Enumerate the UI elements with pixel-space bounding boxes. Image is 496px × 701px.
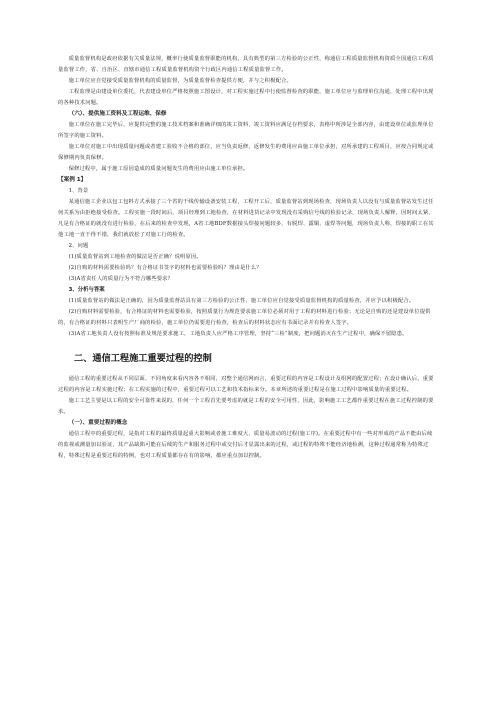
paragraph: 施工工艺主要是以工程的安全可靠性来说的，任何一个工程首先要考虑的就是工程的安全可用性，因此，影响施工工艺都作重要过程在施工过程控制的要求。 xyxy=(58,398,434,415)
case-background: 某通信施工企业以包工包料方式承接了三个省的干线传输设备安装工程，工程开工后，质量监督站到现场检查，现场负责人以没有与质量监督站发生过任何关系为由拒绝接受检查。工程实施一段时间后，项目经理到工地检查，在材料进货记录中发现没有采购信号线的检验记录，现场负责人解释，因时间太紧，凡是有合格证的就没有进行检验，在后来的检查中发现，A省工地BDF数据接头焊接问题较多，有脱焊、露铜、虚焊等问题，现场负责人称，焊接的职工在其他工地一直干得不错，我们就放松了对施工行的检查。 xyxy=(58,199,434,238)
answer-item: (2)自购材料需要检验，有合格证的材料也需要检验，按照质量行为规范要求施工单位必须对用于工程的材料进行检验；无论是自购的还是建设单位提供的，有合格证的材料只表明生产厂商的检验，施工单位仍需要进行检查，检查后的材料状态应有书面记录并有检查人签字。 xyxy=(58,309,431,326)
case-subheading: 2、问题 xyxy=(68,243,89,249)
document-body xyxy=(58,54,436,462)
paragraph: 通信工程中的重要过程，是指对工程的最终质量起重大影响或者施工难度大、质量易波动的过程(施工序)。在重要过程中有一些对形成的产品不能由后续的监视或测量加以验证，其产品缺陷可能在后续的生产和服务过程中或交付后才显露出来的过程，或过程的特殊不能经济地检测，这种过程通常称为特殊过程，特殊过程是重要过程的特例，也对工程质量都存在有的影响，都应重点加以控制。 xyxy=(58,431,433,459)
paragraph: 施工单位应自觉接受质量监督机构的质量监督，为质量监督检查提供方便，并与之积极配合。 xyxy=(68,78,292,84)
section-heading: （六）、提供施工资料及工程运维、保修 xyxy=(68,111,167,117)
answer-item: (3)A省工地负责人没有按照标准及规范要求施工，工地负责人应严格工序管理，坚持“三检”制度，把问题消灭在生产过程中，确保不留隐患。 xyxy=(68,331,408,337)
question-item: (2)自购的材料需要检验吗？有合格证书签字的材料也需要检验吗？理由是什么？ xyxy=(68,265,262,271)
paragraph: 施工单位对施工中出现质量问题或者建工验收不合格的部位，应当负责返修，返修发生的费用应由施工单位承担，对所承建的工程项目，应按合同规定或保修期内负责保修。 xyxy=(58,144,434,161)
case-subheading-bold: 3、分析与答案 xyxy=(68,287,105,293)
answer-item: (1)质量监督站的做法是正确的，因为质量监督站具有第三方检验的公正性，施工单位应自觉接受质量监督机构的质量检查，并应予以积极配合。 xyxy=(68,298,415,304)
question-item: (1)质量监督站到工地检查的做法是否正确？说明原因。 xyxy=(68,254,202,260)
paragraph: 保修过程中，属于施工原因造成的质量问题发生的费用应由施工单位承担。 xyxy=(68,166,249,172)
subsection-heading: （一）、重要过程的概念 xyxy=(68,420,128,426)
paragraph: 工程监理是由建设单位委托，代表建设单位严格按照施工图设计，对工程实施过程中行使监督检查的职能，施工单位应与监理单位沟通，处理工程中出现的各种技术问题。 xyxy=(58,89,434,106)
paragraph: 质量监督机构是政府依据有关质量法规，概率行使质量监督职能的机构，具有典型的第三方检验的公正性，称通信工程质量监督机构资质全国通信工程质量监督工作，省、自治区、直辖市通信工程质量监督机构资个行政区内通信工程质量监督工作。 xyxy=(58,56,434,73)
chapter-title: 二、通信工程施工重要过程的控制 xyxy=(74,353,212,364)
paragraph: 通信工程的重要过程从不同层面、不同角度来看内容各不相同，对整个通信网而言，重要过程的内容是工程设计及组网的配置过程；在设计确认后，重要过程的内容是工程实施过程；在工程实施的过程中，重要过程可以工艺和技术指标来分。本章所述的重要过程是在施工过程中影响质量的重要过程。 xyxy=(58,376,434,393)
case-subheading: 1、背景 xyxy=(68,188,89,194)
case-label: 【案例 1】 xyxy=(58,177,87,183)
paragraph: 施工单位在施工完毕后，应提供完整的施工技术档案和准确详细的竣工资料，竣工资料应满足存档要求，表格中所涉是全部内容，由建设单位或监理单位所签字的施工资料。 xyxy=(58,122,434,139)
question-item: (3)A省责任人的质量行为不符合哪些要求？ xyxy=(68,276,174,282)
